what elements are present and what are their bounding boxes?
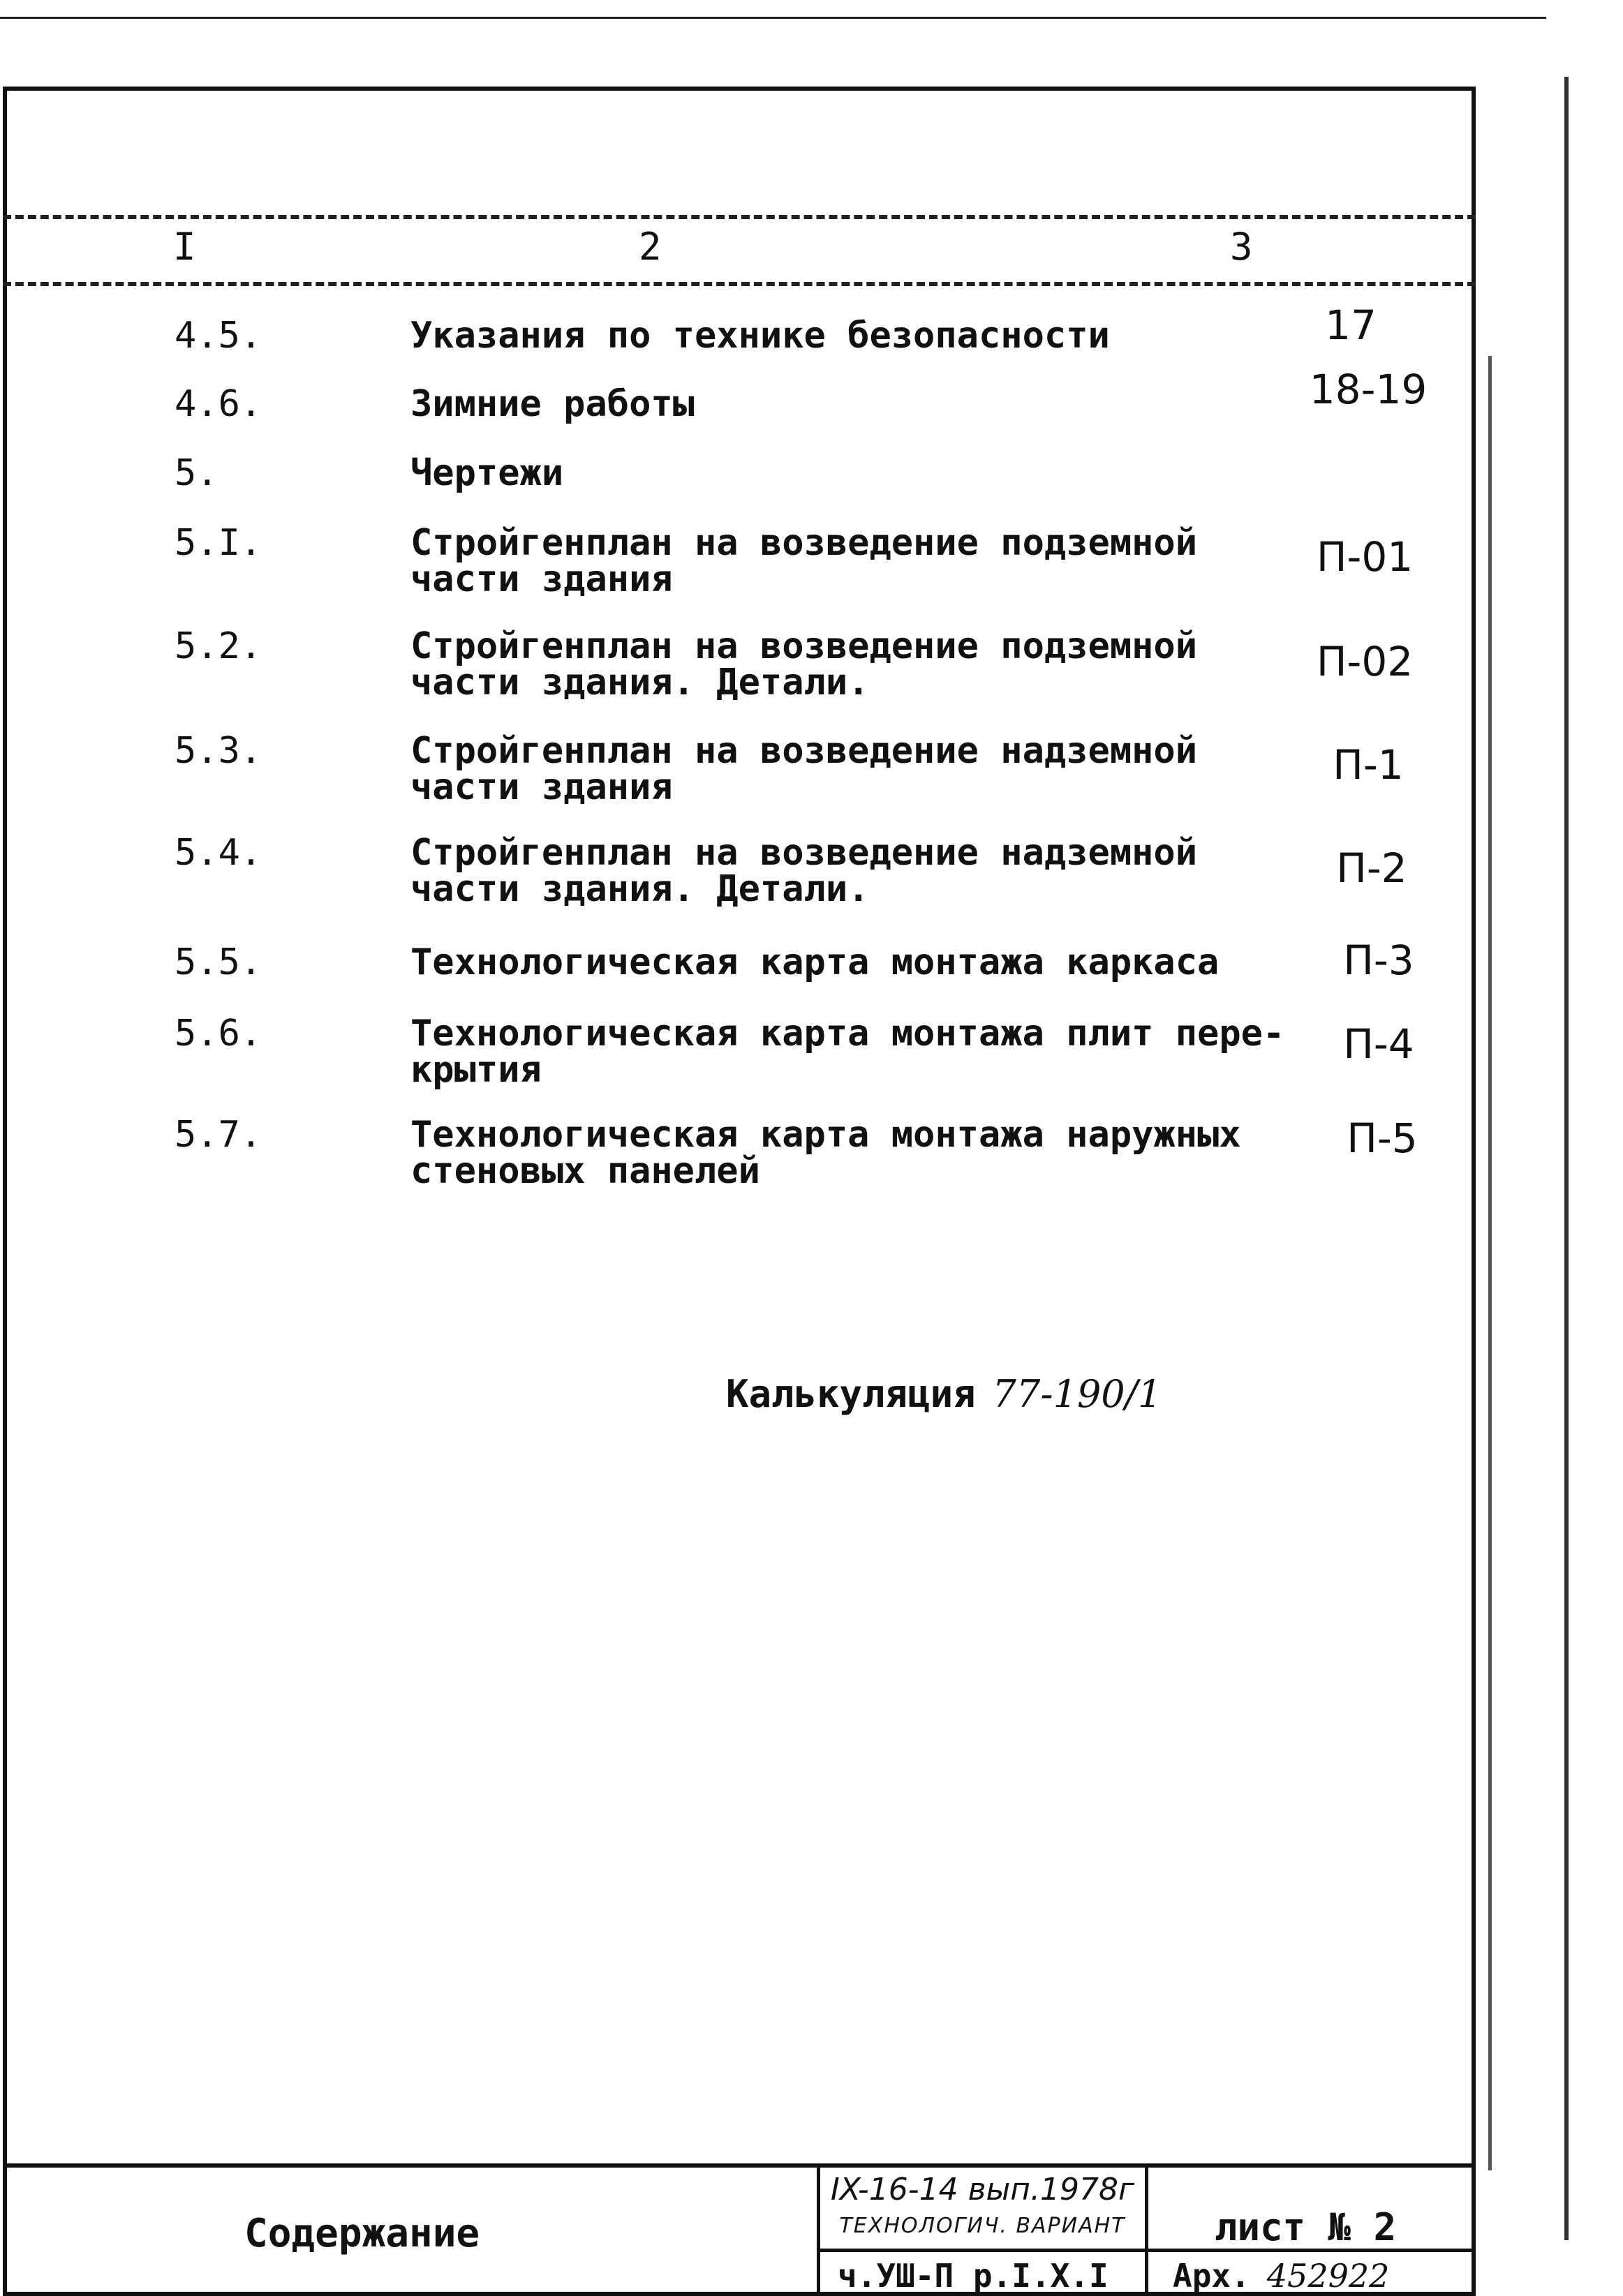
row-number: 5.4. [175, 832, 262, 874]
column-header-2: 2 [639, 225, 662, 269]
row-page: П-3 [1343, 937, 1414, 984]
row-title: Зимние работы [410, 383, 695, 425]
stamp-title: Содержание [244, 2211, 480, 2256]
stamp-project-code: IX-16-14 вып.1978г [830, 2172, 1135, 2207]
row-page: 18-19 [1309, 366, 1428, 413]
inner-rule [1488, 356, 1492, 2170]
stamp-archive-number: 452922 [1266, 2257, 1390, 2295]
stamp-part: ч.УШ-П р.I.Х.I [838, 2257, 1109, 2295]
row-number: 5.7. [175, 1114, 262, 1156]
calculation-value: 77-190/1 [992, 1372, 1162, 1416]
header-dash-bottom [3, 282, 1476, 286]
row-number: 5.6. [175, 1013, 262, 1054]
binding-edge [1564, 77, 1569, 2240]
row-page: П-5 [1347, 1115, 1418, 1162]
stamp-archive-label: Арх. [1173, 2257, 1250, 2295]
calculation-note [726, 1372, 1162, 1416]
row-page: П-1 [1333, 741, 1404, 789]
row-number: 5.3. [175, 730, 262, 772]
stamp-archive [1173, 2257, 1389, 2295]
row-title: Чертежи [410, 452, 564, 494]
header-dash-top [3, 215, 1476, 219]
stamp-top-rule [3, 2163, 1476, 2168]
column-header-3: 3 [1230, 225, 1253, 269]
calculation-label: Калькуляция [726, 1372, 976, 1416]
row-title: Стройгенплан на возведение подземной части здания [410, 522, 1198, 600]
row-title: Технологическая карта монтажа каркаса [410, 941, 1220, 983]
row-number: 5.5. [175, 941, 262, 983]
row-title: Технологическая карта монтажа плит пере- крытия [410, 1013, 1285, 1091]
stamp-variant: ТЕХНОЛОГИЧ. ВАРИАНТ [839, 2214, 1126, 2238]
row-number: 5. [175, 452, 218, 494]
row-number: 4.6. [175, 383, 262, 425]
stamp-divider [1145, 2163, 1148, 2293]
stamp-sheet-number: лист № 2 [1215, 2205, 1397, 2249]
row-number: 4.5. [175, 315, 262, 357]
row-title: Стройгенплан на возведение надземной части здания [410, 730, 1198, 808]
row-page: П-2 [1336, 844, 1407, 892]
row-page: 17 [1325, 301, 1377, 349]
row-page: П-01 [1316, 533, 1414, 581]
row-title: Стройгенплан на возведение надземной части здания. Детали. [410, 832, 1198, 910]
stamp-divider [817, 2163, 820, 2293]
top-rule [0, 17, 1546, 19]
row-title: Указания по технике безопасности [410, 315, 1110, 357]
column-header-1: I [173, 225, 196, 269]
row-number: 5.2. [175, 625, 262, 667]
row-title: Технологическая карта монтажа наружных стеновых панелей [410, 1114, 1241, 1192]
row-title: Стройгенплан на возведение подземной части здания. Детали. [410, 625, 1198, 703]
row-number: 5.I. [175, 522, 262, 564]
row-page: П-02 [1316, 638, 1414, 685]
row-page: П-4 [1343, 1020, 1414, 1068]
